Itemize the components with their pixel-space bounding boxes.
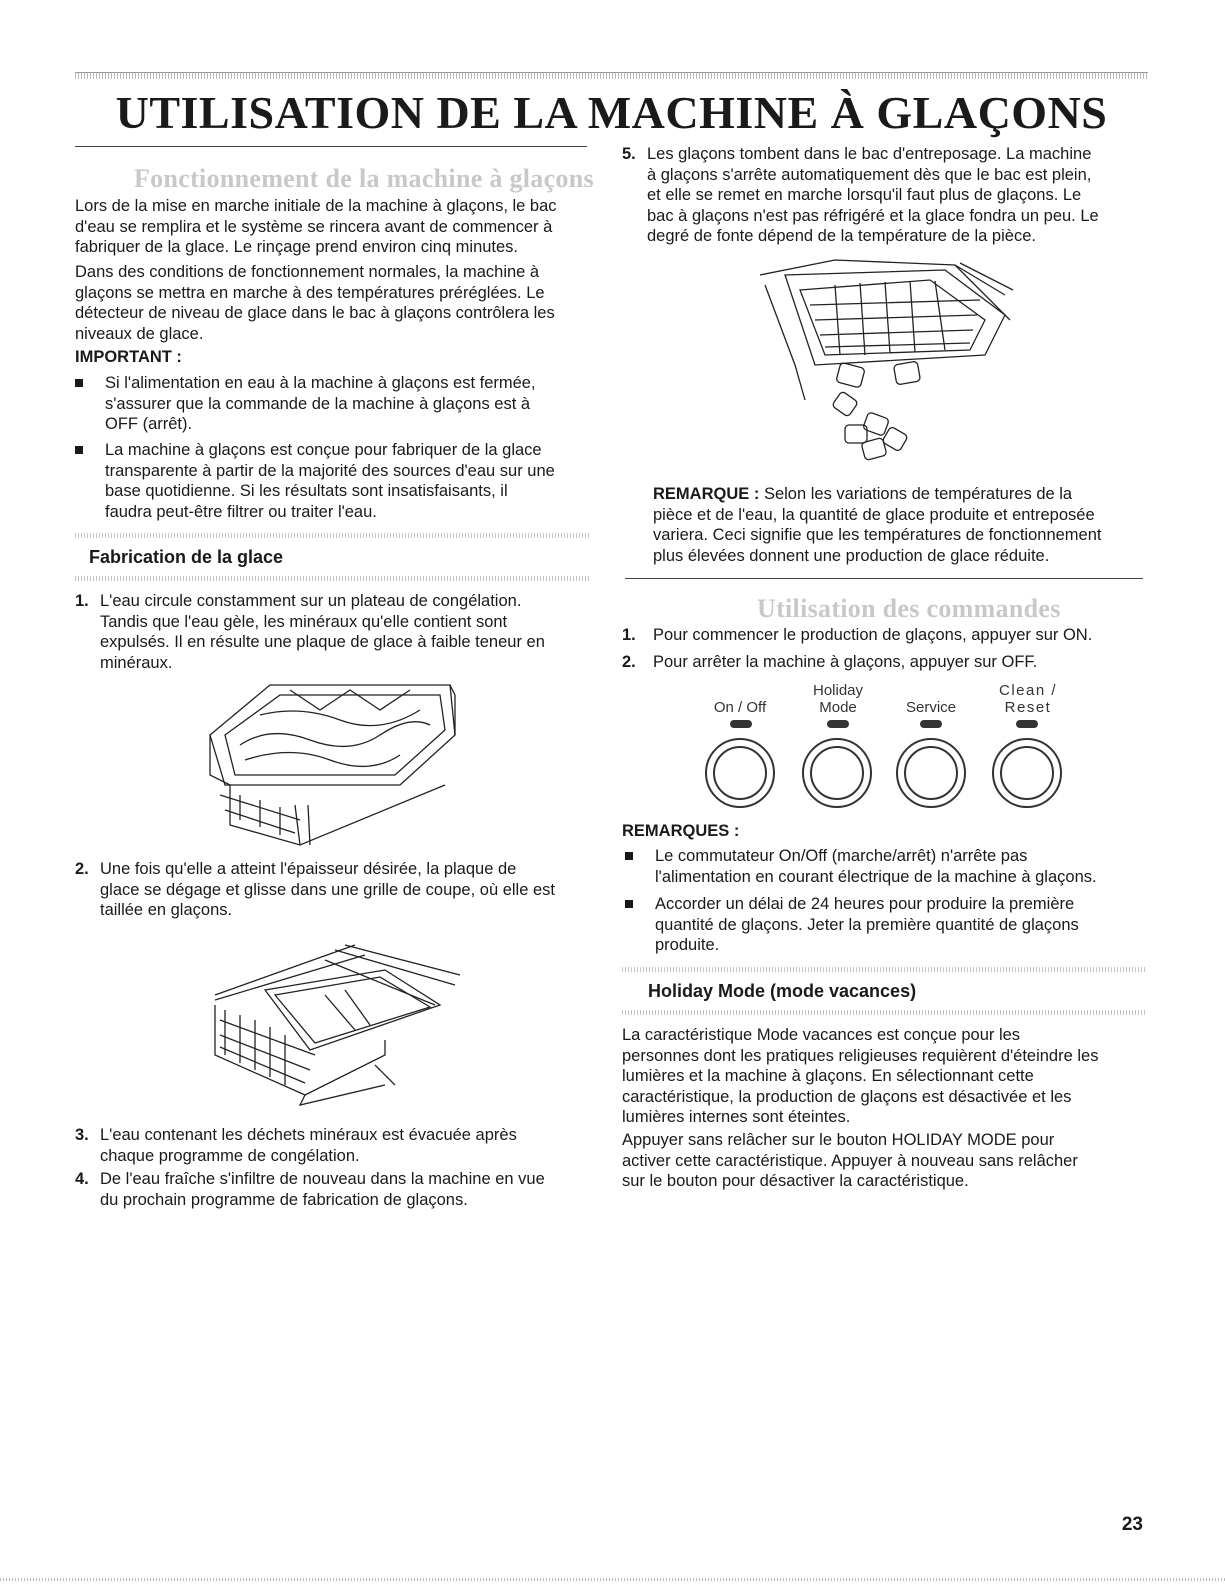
holiday-mode-indicator (827, 720, 849, 728)
bottom-rule (0, 1578, 1225, 1581)
remarques-label: REMARQUES : (622, 822, 740, 840)
bullet-icon (75, 446, 83, 454)
top-rule (75, 72, 1148, 79)
clean-reset-label: Clean / Reset (998, 682, 1058, 716)
holiday-mode-button[interactable] (802, 738, 872, 808)
ice-bin-illustration (755, 255, 1015, 470)
clean-reset-button[interactable] (992, 738, 1062, 808)
subsection-header-fabrication (75, 533, 590, 581)
holiday-mode-label: Holiday Mode (812, 682, 864, 716)
remarque-label: REMARQUE : (653, 485, 760, 503)
on-off-label: On / Off (713, 699, 767, 716)
service-button[interactable] (896, 738, 966, 808)
freezing-plate-illustration (200, 675, 465, 850)
bullet-icon (75, 379, 83, 387)
service-label: Service (905, 699, 957, 716)
subsection-title: Fabrication de la glace (89, 547, 284, 567)
remarque-paragraph: REMARQUE : Selon les variations de températures de la pièce et de l'eau, la quantité de glace produite et entreposée variera. Ceci signifie que les températures de fonctionnement plus élevées donnent une production de glace réduite. (653, 485, 1102, 565)
bullet-icon (625, 852, 633, 860)
cutter-grid-illustration (205, 935, 470, 1115)
right-section-rule (625, 578, 1143, 579)
service-indicator (920, 720, 942, 728)
bullet-icon (625, 900, 633, 908)
left-section-rule (75, 146, 587, 147)
important-label: IMPORTANT : (75, 348, 182, 366)
intro-paragraph-1: Lors de la mise en marche initiale de la machine à glaçons, le bac d'eau se remplira et le système se rincera avant de commencer à fabriquer de la glace. Le rinçage prend environ cinq minutes. (75, 197, 557, 256)
page-number: 23 (1121, 1514, 1143, 1535)
holiday-paragraph-2: Appuyer sans relâcher sur le bouton HOLIDAY MODE pour activer cette caractéristique. Appuyer à nouveau sans relâcher sur le bouton pour désactiver la caractéristique. (622, 1131, 1078, 1190)
clean-reset-indicator (1016, 720, 1038, 728)
page-title: UTILISATION DE LA MACHINE À GLAÇONS (115, 87, 1108, 138)
left-section-title: Fonctionnement de la machine à glaçons (134, 164, 594, 193)
subsection-title: Holiday Mode (mode vacances) (648, 981, 917, 1001)
on-off-button[interactable] (705, 738, 775, 808)
holiday-paragraph-1: La caractéristique Mode vacances est conçue pour les personnes dont les pratiques religieuses requièrent d'éteindre les lumières et la machine à glaçons. En sélectionnant cette caractéristique, la production de glaçons est désactivée et les lumières internes sont éteintes. (622, 1026, 1099, 1126)
right-section-title: Utilisation des commandes (757, 594, 1061, 623)
intro-paragraph-2: Dans des conditions de fonctionnement normales, la machine à glaçons se mettra en marche à des températures préréglées. Le détecteur de niveau de glace dans le bac à glaçons contrôlera les niveaux de glace. (75, 263, 555, 343)
subsection-header-holiday (622, 967, 1147, 1015)
on-off-indicator (730, 720, 752, 728)
